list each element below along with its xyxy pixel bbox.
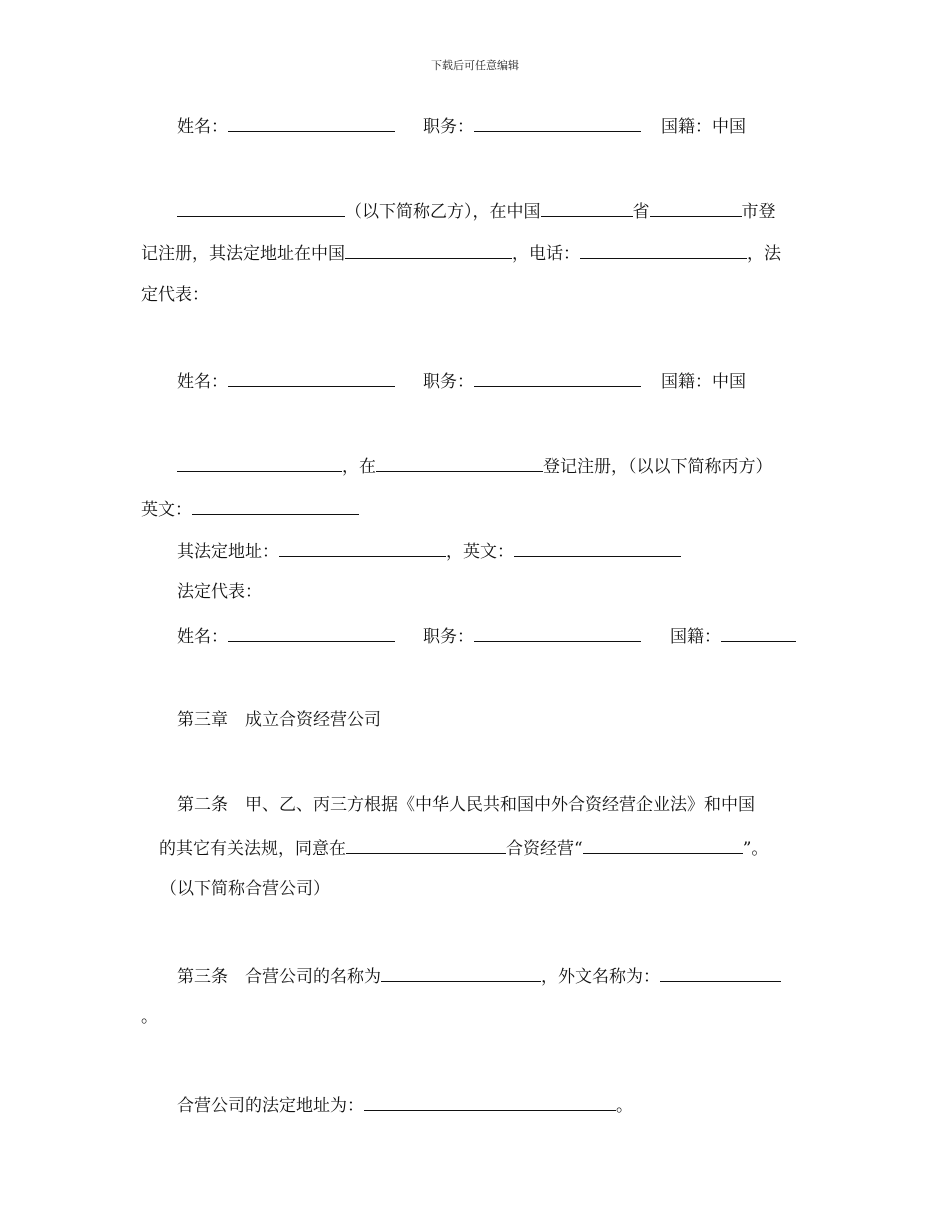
title-label: 职务： bbox=[423, 627, 474, 647]
chapter-3-heading: 第三章 成立合资经营公司 bbox=[177, 710, 381, 730]
article-2-text-a: 的其它有关法规，同意在 bbox=[159, 839, 346, 859]
party-b-line-2 bbox=[141, 241, 781, 265]
title-blank[interactable] bbox=[474, 369, 641, 387]
jv-legal-address-row bbox=[177, 1093, 633, 1117]
article-3-text-b: ，外文名称为： bbox=[541, 967, 660, 987]
name-blank[interactable] bbox=[228, 624, 395, 642]
article-2-line-1: 第二条 甲、乙、丙三方根据《中华人民共和国中外合资经营企业法》和中国 bbox=[177, 795, 755, 815]
city-blank[interactable] bbox=[650, 199, 742, 217]
phone-blank[interactable] bbox=[580, 241, 747, 259]
article-2-text-c: ”。 bbox=[742, 839, 769, 859]
foreign-name-blank[interactable] bbox=[660, 964, 781, 982]
title-label: 职务： bbox=[423, 117, 474, 137]
party-b-line-3: 定代表： bbox=[141, 285, 209, 305]
party-b-line-1 bbox=[177, 199, 776, 223]
english-name-blank[interactable] bbox=[192, 497, 359, 515]
party-c-rep-row bbox=[177, 624, 796, 648]
legal-comma-text: ，法 bbox=[747, 244, 781, 264]
article-3-line-2: 。 bbox=[141, 1007, 158, 1027]
party-c-line-1 bbox=[177, 454, 773, 478]
title-blank[interactable] bbox=[474, 114, 641, 132]
english-address-blank[interactable] bbox=[514, 539, 681, 557]
name-blank[interactable] bbox=[228, 369, 395, 387]
party-b-name-blank[interactable] bbox=[177, 199, 345, 217]
party-c-place-blank[interactable] bbox=[376, 454, 543, 472]
party-b-intro: （以下简称乙方），在中国 bbox=[345, 202, 541, 222]
legal-address-label: 其法定地址： bbox=[177, 542, 279, 562]
party-a-rep-row bbox=[177, 114, 746, 138]
city-label: 市登 bbox=[741, 202, 776, 222]
phone-label: ，电话： bbox=[512, 244, 580, 264]
name-label: 姓名： bbox=[177, 627, 228, 647]
name-label: 姓名： bbox=[177, 372, 228, 392]
party-c-line-3 bbox=[177, 539, 681, 563]
article-3-line-1 bbox=[177, 964, 781, 988]
party-c-line-2 bbox=[141, 497, 359, 521]
title-blank[interactable] bbox=[474, 624, 641, 642]
english-label: 英文： bbox=[141, 500, 192, 520]
reg-address-blank[interactable] bbox=[345, 241, 512, 259]
in-label: ，在 bbox=[342, 457, 376, 477]
jv-name-blank[interactable] bbox=[583, 836, 743, 854]
article-2-line-2 bbox=[159, 836, 768, 860]
location-blank[interactable] bbox=[346, 836, 506, 854]
legal-address-blank[interactable] bbox=[279, 539, 446, 557]
title-label: 职务： bbox=[423, 372, 474, 392]
article-2-line-3: （以下简称合营公司） bbox=[160, 879, 330, 899]
article-2-text-b: 合资经营“ bbox=[506, 839, 583, 859]
province-label: 省 bbox=[632, 202, 650, 222]
party-b-rep-row bbox=[177, 369, 746, 393]
nationality-label: 国籍： bbox=[670, 627, 721, 647]
jv-address-blank[interactable] bbox=[364, 1093, 616, 1111]
jv-address-label: 合营公司的法定地址为： bbox=[177, 1096, 364, 1116]
party-c-legal-rep: 法定代表： bbox=[177, 582, 262, 602]
company-name-blank[interactable] bbox=[381, 964, 541, 982]
name-label: 姓名： bbox=[177, 117, 228, 137]
jv-address-end: 。 bbox=[616, 1096, 633, 1116]
article-3-text-a: 第三条 合营公司的名称为 bbox=[177, 967, 381, 987]
page-header-note: 下载后可任意编辑 bbox=[431, 59, 519, 72]
nationality-label: 国籍：中国 bbox=[661, 372, 746, 392]
reg-address-label: 记注册，其法定地址在中国 bbox=[141, 244, 345, 264]
party-c-name-blank[interactable] bbox=[177, 454, 342, 472]
nationality-label: 国籍：中国 bbox=[661, 117, 746, 137]
party-c-intro: 登记注册，（以以下简称丙方） bbox=[543, 457, 773, 477]
name-blank[interactable] bbox=[228, 114, 395, 132]
english-address-label: ，英文： bbox=[446, 542, 514, 562]
province-blank[interactable] bbox=[541, 199, 633, 217]
nationality-blank[interactable] bbox=[721, 624, 796, 642]
